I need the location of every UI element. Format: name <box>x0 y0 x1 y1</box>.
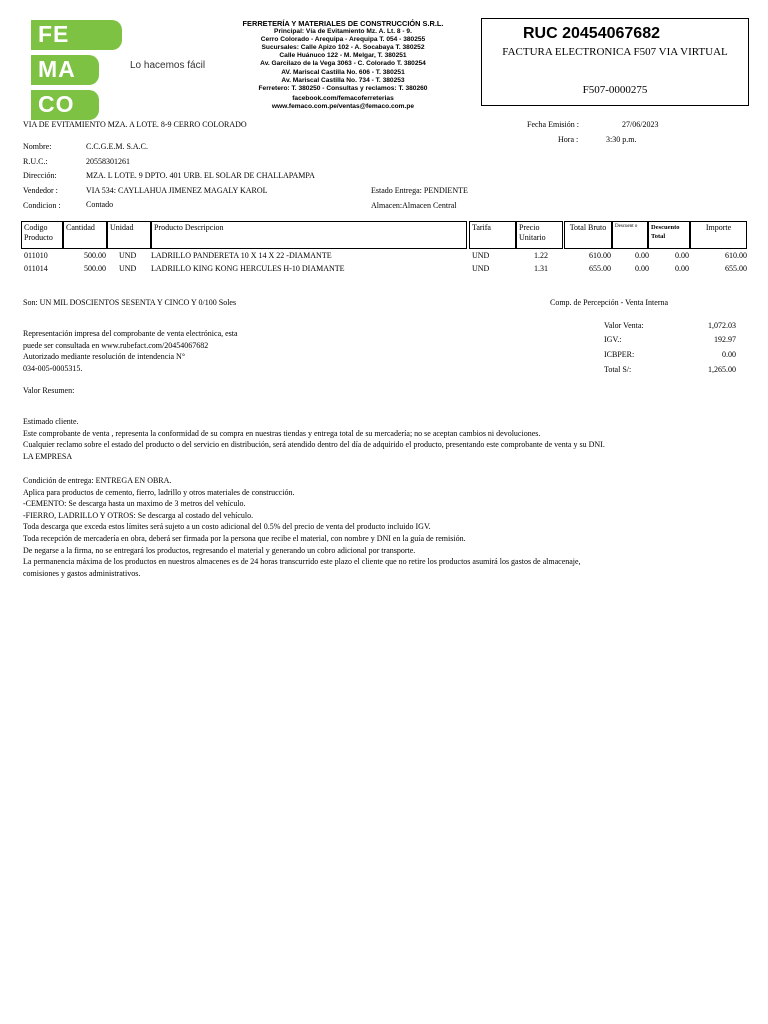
branch-address: VIA DE EVITAMIENTO MZA. A LOTE. 8-9 CERRO COLORADO <box>23 120 247 129</box>
nombre-label: Nombre: <box>23 142 52 151</box>
company-line: Calle Huánuco 122 - M. Melgar, T. 380251 <box>279 52 407 60</box>
condition-line: Condición de entrega: ENTREGA EN OBRA. <box>23 476 172 485</box>
cell-descuento: 0.00 <box>635 251 649 260</box>
cell-precio: 1.31 <box>534 264 548 273</box>
th-descripcion: Producto Descripcion <box>151 221 467 249</box>
condition-line: -CEMENTO: Se descarga hasta un maximo de 3 metros del vehículo. <box>23 499 246 509</box>
cell-importe: 655.00 <box>725 264 747 273</box>
condition-line: Toda descarga que exceda estos límites será sujeto a un costo adicional del 0.5% del precio de venta del producto incluido IGV. <box>23 522 431 532</box>
cell-precio: 1.22 <box>534 251 548 260</box>
customer-notes <box>23 416 605 462</box>
cell-descripcion: LADRILLO PANDERETA 10 X 14 X 22 -DIAMANTE <box>151 251 332 260</box>
logo-co: CO <box>38 91 75 117</box>
slogan: Lo hacemos fácil <box>130 60 206 71</box>
hora-value: 3:30 p.m. <box>606 135 637 144</box>
condicion-label: Condicion : <box>23 201 61 210</box>
cell-unidad: UND <box>119 264 137 273</box>
ruc-box <box>481 18 749 106</box>
cell-cantidad: 500.00 <box>84 264 106 273</box>
total-value: 0.00 <box>722 350 736 359</box>
company-line: Cerro Colorado - Arequipa - Arequipa T. 054 - 380255 <box>260 36 426 44</box>
cell-descripcion: LADRILLO KING KONG HERCULES H-10 DIAMANTE <box>151 264 345 273</box>
vendedor-value: VIA 534: CAYLLAHUA JIMENEZ MAGALY KAROL <box>86 186 268 195</box>
fecha-label: Fecha Emisión : <box>527 120 579 129</box>
total-label: ICBPER: <box>604 350 635 359</box>
total-label: IGV.: <box>604 335 622 344</box>
dir-value: MZA. L LOTE. 9 DPTO. 401 URB. EL SOLAR DE CHALLAPAMPA <box>86 171 315 180</box>
th-importe: Importe <box>690 221 747 249</box>
th-descuento: Descuent o <box>612 221 648 249</box>
note-line: Este comprobante de venta , representa la conformidad de su compra en nuestras tiendas y entrega total de su mercadería; no se aceptan cambios ni devoluciones. <box>23 428 541 438</box>
condition-line: -FIERRO, LADRILLO Y OTROS: Se descarga al costado del vehículo. <box>23 510 254 520</box>
th-cantidad: Cantidad <box>63 221 107 249</box>
note-line: LA EMPRESA <box>23 451 73 461</box>
cell-importe: 610.00 <box>725 251 747 260</box>
company-name: FERRETERÍA Y MATERIALES DE CONSTRUCCIÓN S.R.L. <box>242 19 444 28</box>
ruc-value: 20558301261 <box>86 157 130 166</box>
ruc-label: R.U.C.: <box>23 157 48 166</box>
cell-tarifa: UND <box>472 251 490 260</box>
cell-bruto: 610.00 <box>589 251 611 260</box>
company-line: Ferretero: T. 380250 - Consultas y reclamos: T. 380260 <box>258 84 428 92</box>
company-info <box>213 20 473 111</box>
company-line: AV. Mariscal Castilla No. 606 - T. 380251 <box>281 68 405 76</box>
logo-fe: FE <box>38 21 70 47</box>
note-line: Estimado cliente. <box>23 417 79 426</box>
condition-line: Toda recepción de mercadería en obra, deberá ser firmada por la persona que recibe el material, con nombre y DNI en la guía de remisión. <box>23 533 466 543</box>
cell-descuento: 0.00 <box>635 264 649 273</box>
hora-label: Hora : <box>558 135 579 144</box>
cell-cantidad: 500.00 <box>84 251 106 260</box>
cell-unidad: UND <box>119 251 137 260</box>
condition-line: La permanencia máxima de los productos en nuestros almacenes es de 24 horas transcurrido este plazo el cliente que no retire los productos asumirá los gastos de almacenaje, <box>23 557 581 567</box>
cell-codigo: 011014 <box>24 264 48 273</box>
company-line: Av. Garcilazo de la Vega 3063 - C. Colorado T. 380254 <box>260 60 426 68</box>
representation-note <box>23 328 238 374</box>
th-descuento-total: Descuento Total <box>648 221 690 249</box>
doc-number: F507-0000275 <box>582 84 648 96</box>
company-line: Av. Mariscal Castilla No. 734 - T. 380253 <box>281 76 405 84</box>
condition-line: De negarse a la firma, no se entregará los productos, regresando el material y generando un cobro adicional por transporte. <box>23 545 416 555</box>
repr-line: 034-005-0005315. <box>23 363 83 373</box>
amount-in-words: Son: UN MIL DOSCIENTOS SESENTA Y CINCO Y 0/100 Soles <box>23 298 237 307</box>
company-facebook: facebook.com/femacoferreterias <box>292 94 394 102</box>
company-line: Principal: Vía de Evitamiento Mz. A. Lt. 8 - 9. <box>274 28 412 36</box>
valor-resumen: Valor Resumen: <box>23 386 75 395</box>
repr-line: puede ser consultada en www.rubefact.com/20454067682 <box>23 340 209 350</box>
cell-bruto: 655.00 <box>589 264 611 273</box>
almacen: Almacen:Almacen Central <box>371 201 457 210</box>
th-precio: Precio Unitario <box>516 221 563 249</box>
cell-descuento-total: 0.00 <box>675 251 689 260</box>
total-label: Total S/: <box>604 365 632 374</box>
fecha-value: 27/06/2023 <box>622 120 659 129</box>
company-line: Sucursales: Calle Apizo 102 - A. Socabaya T. 380252 <box>261 44 425 52</box>
nombre-value: C.C.G.E.M. S.A.C. <box>86 142 149 151</box>
percepcion: Comp. de Percepción - Venta Interna <box>550 298 669 307</box>
note-line: Cualquier reclamo sobre el estado del producto o del servicio en distribución, será atendido dentro del día de adquirido el producto, presentando este comprobante de venta y su DNI. <box>23 440 605 449</box>
doc-type: FACTURA ELECTRONICA F507 VIA VIRTUAL <box>502 46 728 58</box>
repr-line: Autorizado mediante resolución de intendencia N° <box>23 352 186 361</box>
th-unidad: Unidad <box>107 221 151 249</box>
cell-tarifa: UND <box>472 264 490 273</box>
th-tarifa: Tarifa <box>469 221 516 249</box>
estado-entrega: Estado Entrega: PENDIENTE <box>371 186 468 195</box>
condition-line: Aplica para productos de cemento, fierro, ladrillo y otros materiales de construcción. <box>23 487 295 497</box>
cell-codigo: 011010 <box>24 251 48 260</box>
logo-ma: MA <box>38 56 76 82</box>
company-web: www.femaco.com.pe/ventas@femaco.com.pe <box>271 102 415 110</box>
total-value: 1,265.00 <box>708 365 736 374</box>
condition-line: comisiones y gastos administrativos. <box>23 568 141 578</box>
dir-label: Dirección: <box>23 171 57 180</box>
th-codigo: Codigo Producto <box>21 221 63 249</box>
repr-line: Representación impresa del comprobante de venta electrónica, esta <box>23 329 238 338</box>
ruc-number: RUC 20454067682 <box>523 25 660 42</box>
total-label: Valor Venta: <box>604 321 644 330</box>
total-value: 192.97 <box>714 335 736 344</box>
cell-descuento-total: 0.00 <box>675 264 689 273</box>
delivery-conditions <box>23 475 581 579</box>
total-value: 1,072.03 <box>708 321 736 330</box>
vendedor-label: Vendedor : <box>23 186 58 195</box>
condicion-value: Contado <box>86 200 114 209</box>
th-bruto: Total Bruto <box>564 221 612 249</box>
